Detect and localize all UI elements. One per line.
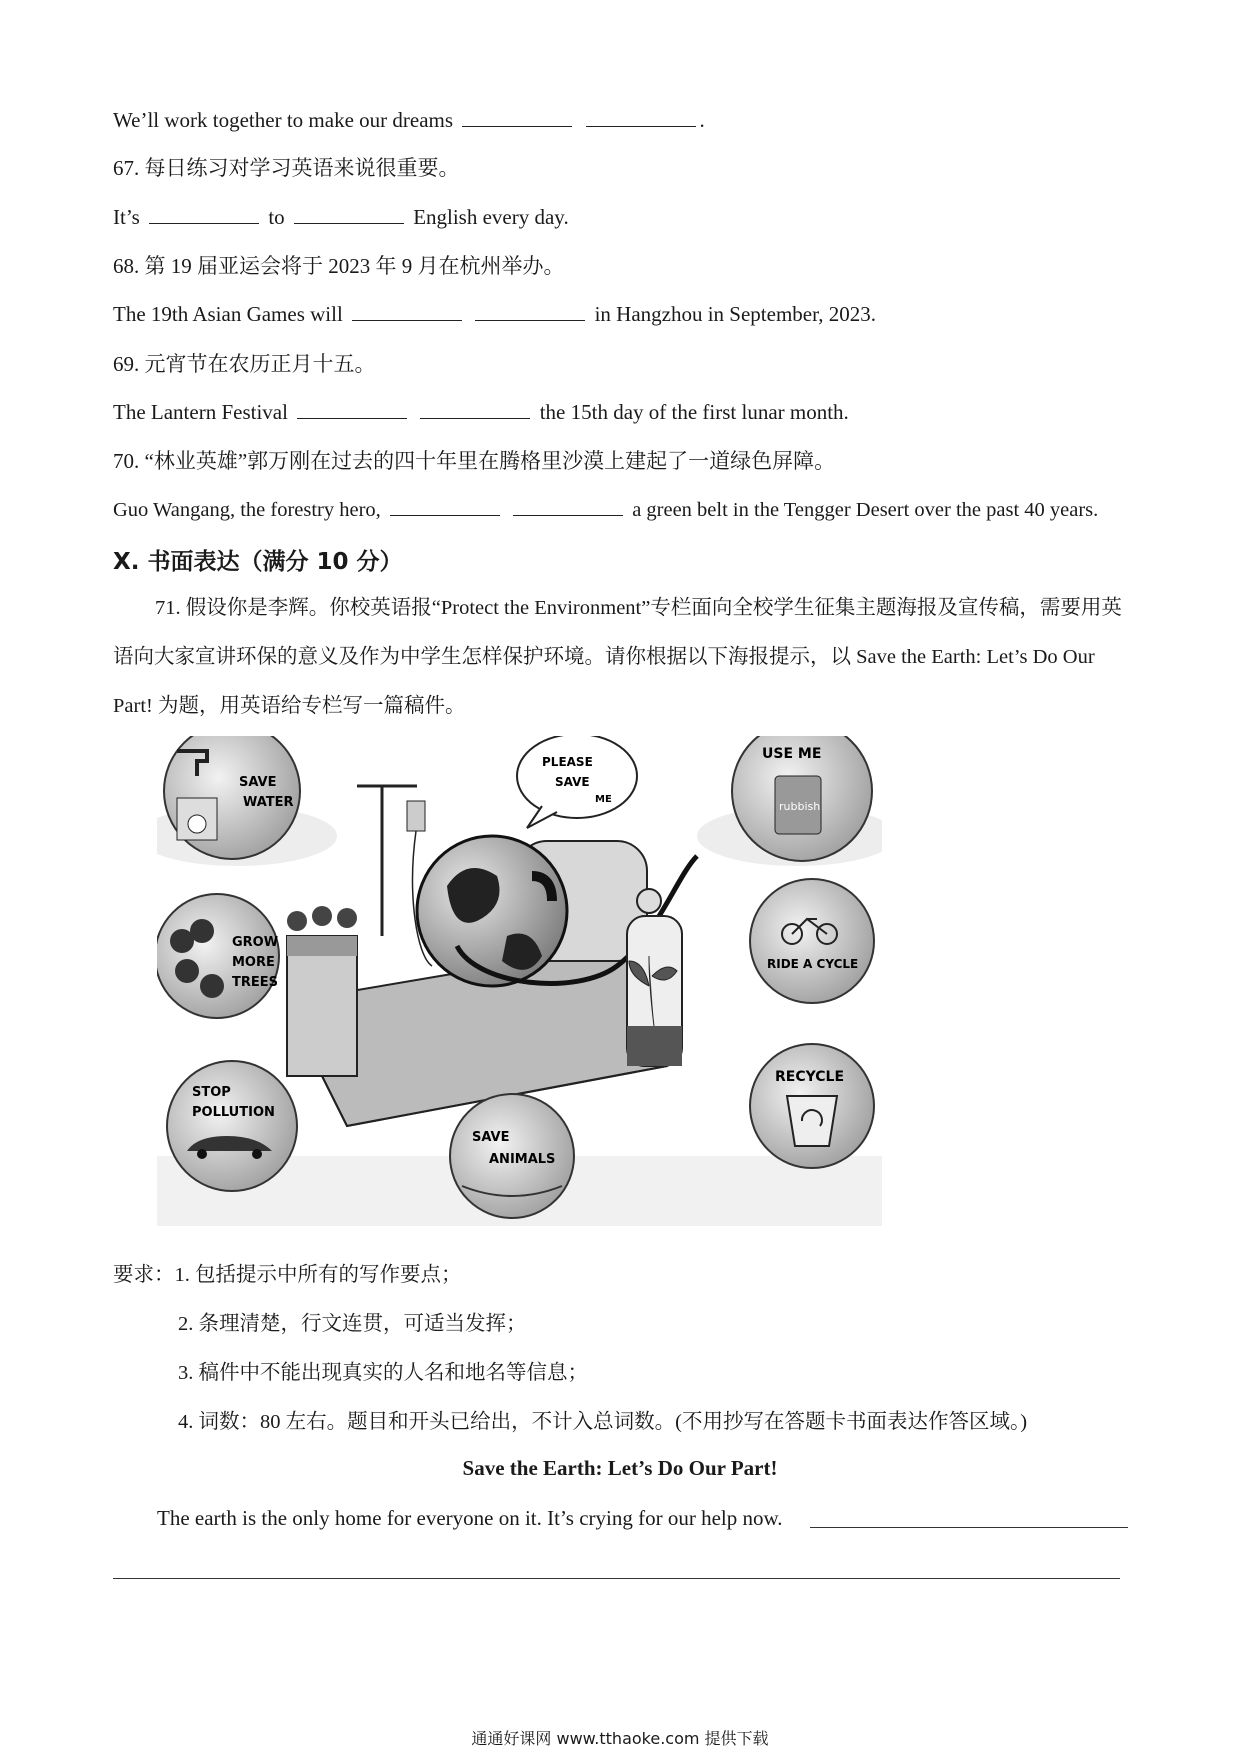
poster-text-rubbish: rubbish <box>779 800 821 813</box>
writing-line[interactable] <box>810 1527 1128 1528</box>
environment-poster-illustration <box>157 736 882 1236</box>
use-me-circle <box>732 736 872 861</box>
answer-blank[interactable] <box>297 400 407 419</box>
answer-blank[interactable] <box>586 108 696 127</box>
poster-text-pollution: POLLUTION <box>192 1105 275 1120</box>
requirement-2: 2. 条理清楚，行文连贯，可适当发挥； <box>178 1313 527 1335</box>
answer-blank[interactable] <box>390 497 500 516</box>
q68-chinese: 68. 第 19 届亚运会将于 2023 年 9 月在杭州举办。 <box>113 254 565 278</box>
q69-english-line <box>113 398 849 426</box>
save-animals-circle <box>450 1094 574 1218</box>
section-heading: X. 书面表达（满分 10 分） <box>113 549 403 575</box>
q70-chinese: 70. “林业英雄”郭万刚在过去的四十年里在腾格里沙漠上建起了一道绿色屏障。 <box>113 449 836 473</box>
q67-part-c: English every day. <box>413 205 569 229</box>
ride-a-cycle-circle <box>750 879 874 1003</box>
answer-blank[interactable] <box>462 108 572 127</box>
q71-prompt: 71. 假设你是李辉。你校英语报“Protect the Environment”专栏面向全校学生征集主题海报及宣传稿，需要用英语向大家宣讲环保的意义及作为中学生怎样保护环境。请你根据以下海报提示，以 Save the Earth: Let’s Do Our Part! 为题，用英语给专栏写一篇稿件。 <box>113 597 1122 717</box>
q68-english-line <box>113 300 876 328</box>
poster-text-save: SAVE <box>239 775 277 790</box>
q66-suffix: . <box>699 108 705 132</box>
poster-text-please: PLEASE <box>542 755 593 769</box>
save-water-circle <box>164 736 300 859</box>
poster-text-trees: TREES <box>232 975 279 990</box>
requirement-4: 4. 词数：80 左右。题目和开头已给出，不计入总词数。(不用抄写在答题卡书面表达作答区域。) <box>178 1411 1028 1433</box>
q67-part-b: to <box>268 205 285 229</box>
recycle-circle <box>750 1044 874 1168</box>
q69-chinese: 69. 元宵节在农历正月十五。 <box>113 352 376 376</box>
q69-part-a: The Lantern Festival <box>113 400 288 424</box>
answer-blank[interactable] <box>149 205 259 224</box>
q67-part-a: It’s <box>113 205 140 229</box>
essay-title: Save the Earth: Let’s Do Our Part! <box>462 1456 778 1480</box>
q67-english-line <box>113 203 569 231</box>
q70-part-a: Guo Wangang, the forestry hero, <box>113 499 381 521</box>
requirement-3: 3. 稿件中不能出现真实的人名和地名等信息； <box>178 1362 588 1384</box>
poster-text-recycle: RECYCLE <box>775 1069 845 1085</box>
grow-more-trees-circle <box>157 894 279 1018</box>
q68-part-b: in Hangzhou in September, 2023. <box>594 302 877 326</box>
q70-english-line <box>113 496 1098 524</box>
answer-blank[interactable] <box>475 302 585 321</box>
answer-blank[interactable] <box>420 400 530 419</box>
q66-english-line <box>113 106 705 134</box>
poster-text-ride: RIDE A CYCLE <box>767 957 859 971</box>
poster-text-water: WATER <box>243 795 294 810</box>
poster-text-me: ME <box>595 794 612 805</box>
poster-text-save-animals: SAVE <box>472 1130 510 1145</box>
answer-blank[interactable] <box>513 497 623 516</box>
requirement-1: 要求：1. 包括提示中所有的写作要点； <box>113 1264 462 1286</box>
poster-text-use-me: USE ME <box>762 746 822 762</box>
poster-text-save-me: SAVE <box>555 775 590 789</box>
poster-text-more: MORE <box>232 955 275 970</box>
q67-chinese: 67. 每日练习对学习英语来说很重要。 <box>113 156 460 180</box>
q68-part-a: The 19th Asian Games will <box>113 302 343 326</box>
answer-blank[interactable] <box>352 302 462 321</box>
writing-line[interactable] <box>113 1578 1120 1579</box>
q66-text: We’ll work together to make our dreams <box>113 108 454 132</box>
q69-part-b: the 15th day of the first lunar month. <box>539 400 849 424</box>
footer-credit: 通通好课网 www.tthaoke.com 提供下载 <box>471 1729 769 1748</box>
essay-opening: The earth is the only home for everyone on it. It’s crying for our help now. <box>157 1506 783 1530</box>
q70-part-b: a green belt in the Tengger Desert over the past 40 years. <box>632 499 1099 521</box>
stop-pollution-circle <box>167 1061 297 1191</box>
poster-text-grow: GROW <box>232 935 279 950</box>
poster-text-stop: STOP <box>192 1085 231 1100</box>
poster-text-animals: ANIMALS <box>489 1152 556 1167</box>
answer-blank[interactable] <box>294 205 404 224</box>
